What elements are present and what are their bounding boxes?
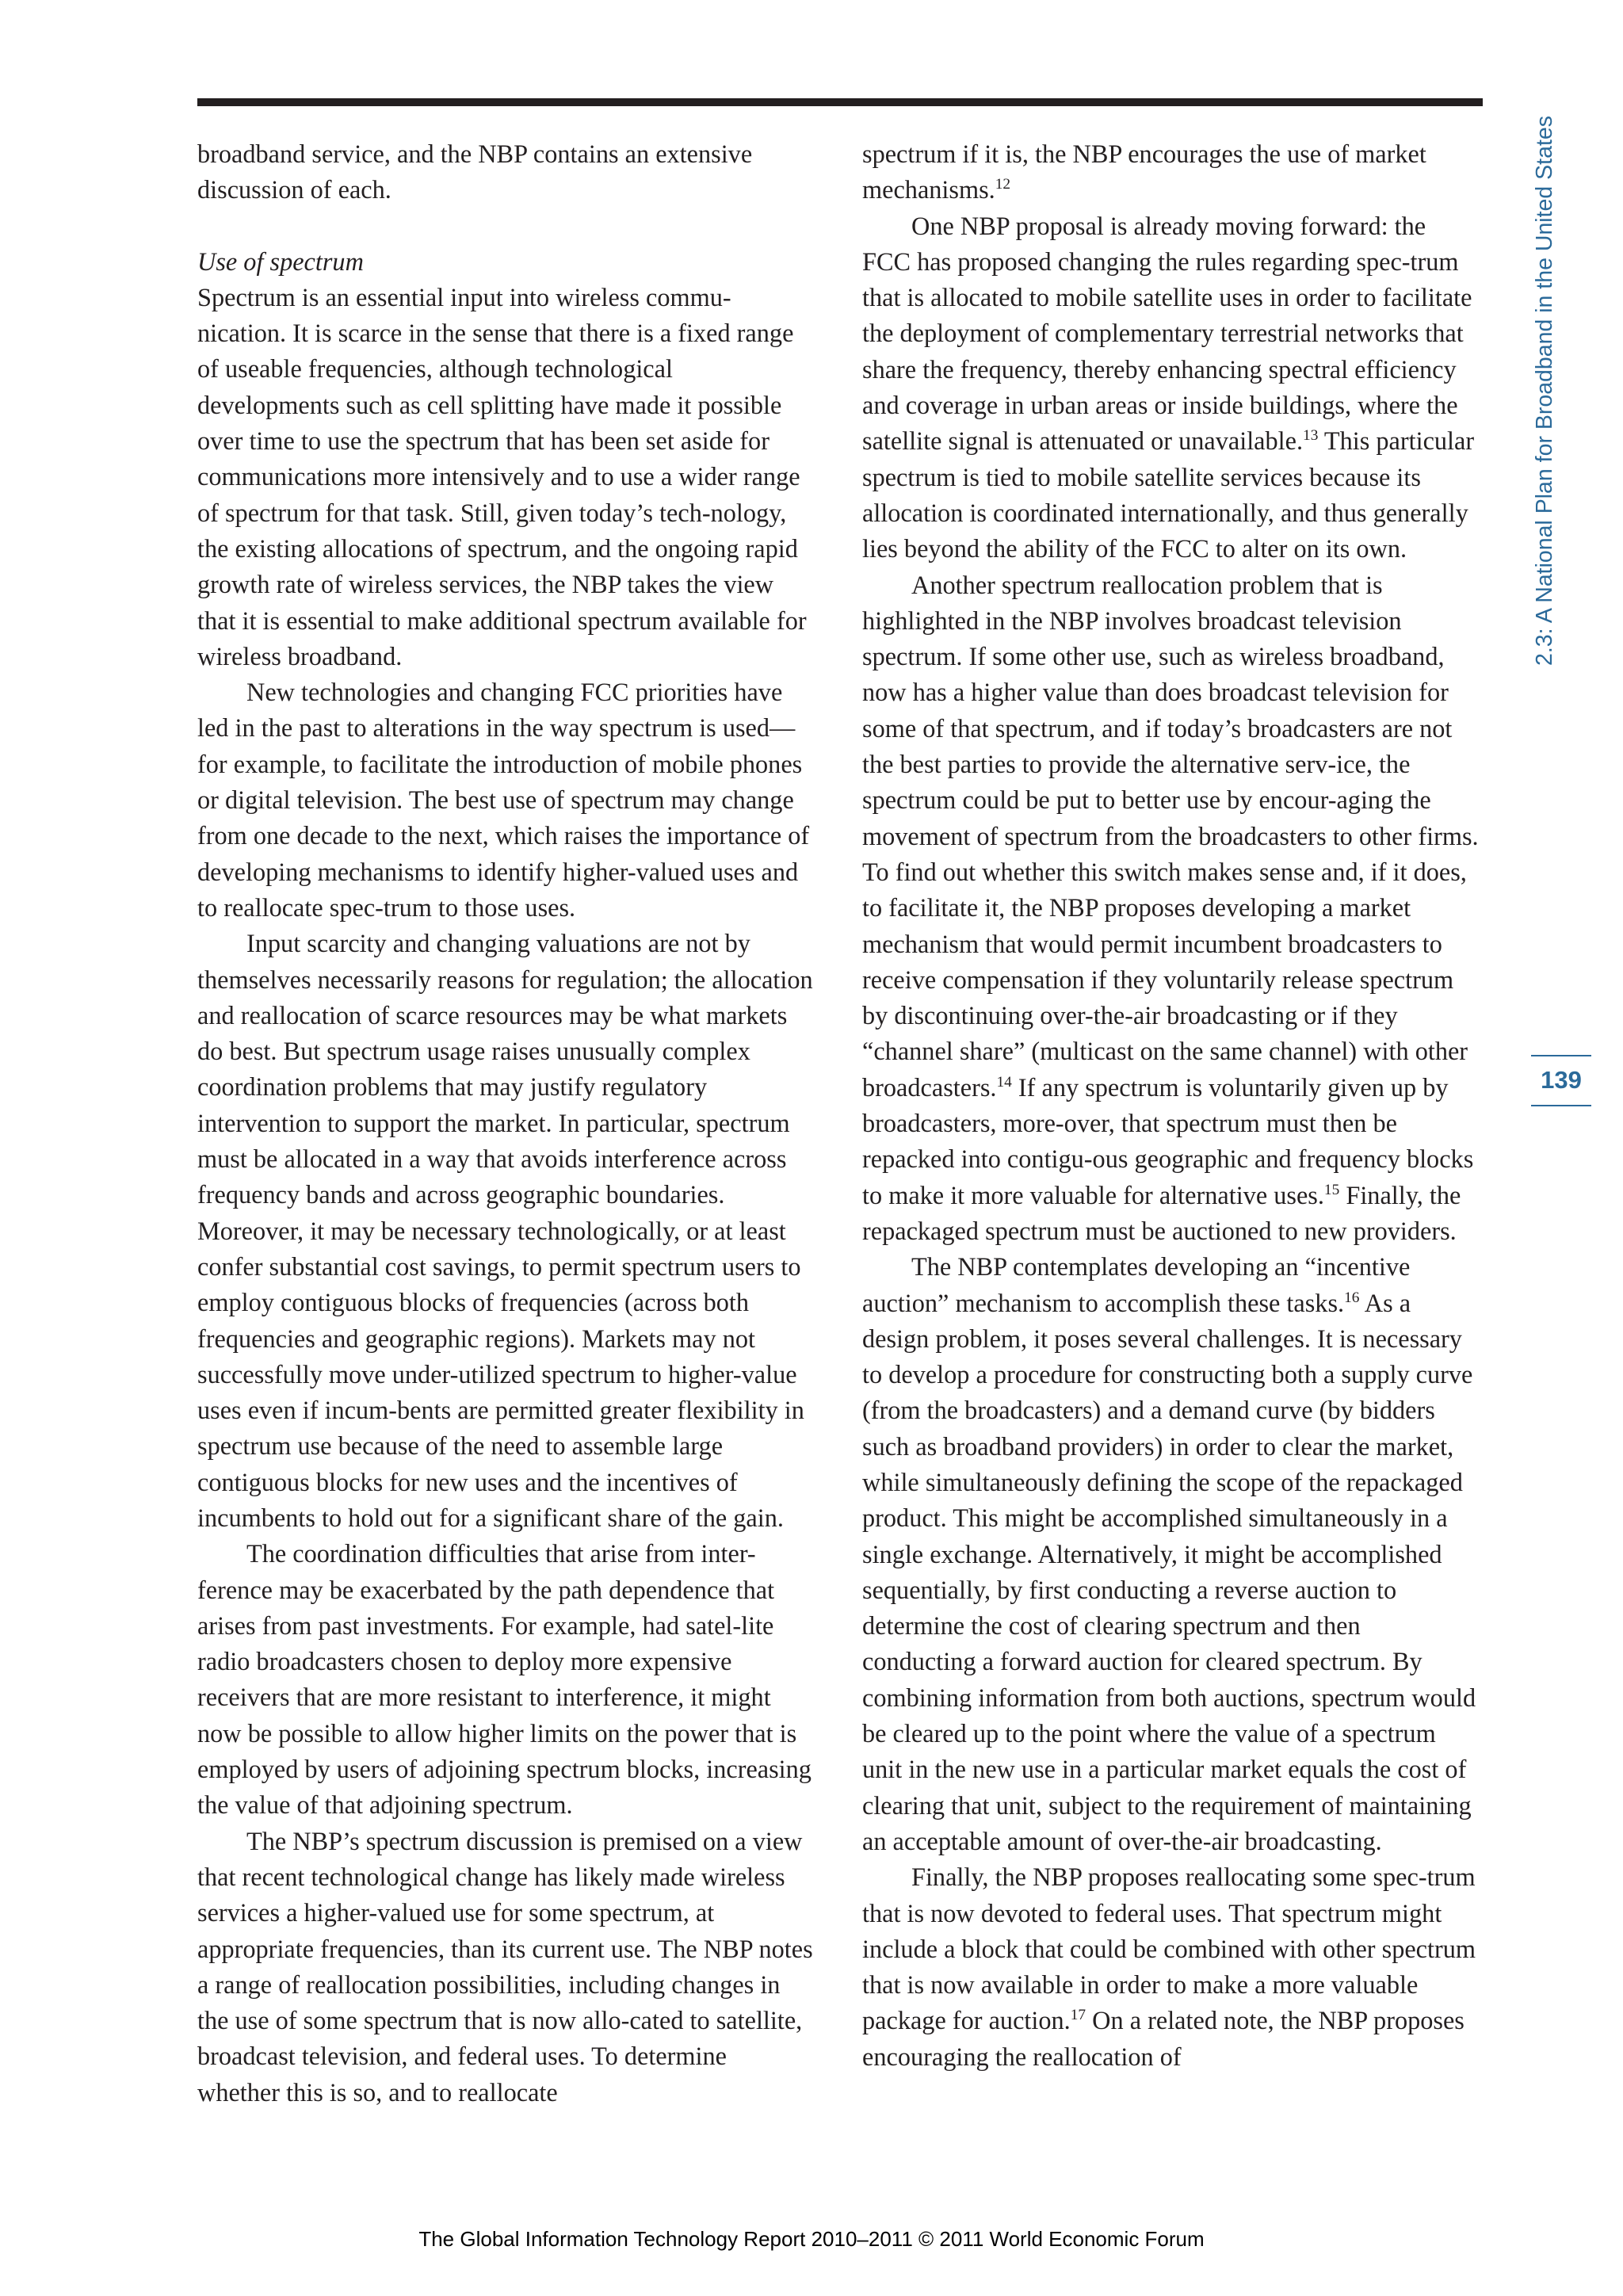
section-heading: Use of spectrum (197, 246, 364, 276)
text-run: Finally, the NBP proposes reallocating some spec-trum that is now devoted to federal uses. That spectrum might include a block that could be combined with other spectrum that is now available in order to make a more valuable package for auction. (862, 1862, 1476, 2035)
page-number-rule-bottom (1531, 1105, 1591, 1106)
text-run: This particular spectrum is tied to mobile satellite services because its allocation is coordinated internationally, and thus generally lies beyond the ability of the FCC to alter on its own. (862, 426, 1475, 563)
paragraph (862, 208, 1480, 567)
footnote-ref: 14 (996, 1073, 1012, 1091)
footer: The Global Information Technology Report 2010–2011 © 2011 World Economic Forum (418, 2227, 1205, 2251)
right-column (862, 136, 1480, 2075)
paragraph (862, 1249, 1480, 1859)
paragraph (862, 1859, 1480, 2075)
footnote-ref: 12 (995, 176, 1011, 193)
page-number-rule-top (1531, 1055, 1591, 1056)
text-run: The NBP contemplates developing an “incentive auction” mechanism to accomplish these tasks. (862, 1252, 1411, 1317)
footnote-ref: 16 (1344, 1289, 1360, 1306)
text-run: Another spectrum reallocation problem that is highlighted in the NBP involves broadcast television spectrum. If some other use, such as wireless broadband, now has a higher value than does broadcast television for some of that spectrum, and if today’s broadcasters are not the best parties to provide the alternative serv-ice, the spectrum could be put to better use by encour-aging the movement of spectrum from the broadcasters to other firms. To find out whether this switch makes sense and, if it does, to facilitate it, the NBP proposes developing a market mechanism that would permit incumbent broadcasters to receive compensation if they voluntarily release spectrum by discontinuing over-the-air broadcasting or if they “channel share” (multicast on the same channel) with other broadcasters. (862, 570, 1479, 1102)
paragraph: broadband service, and the NBP contains an extensive discussion of each. (197, 139, 753, 204)
text-run: Finally, the repackaged spectrum must be auctioned to new providers. (862, 1180, 1461, 1245)
text-run: One NBP proposal is already moving forward: the FCC has proposed changing the rules regarding spec-trum that is allocated to mobile satellite uses in order to facilitate the deployment of complementary terrestrial networks that share the frequency, thereby enhancing spectral efficiency and coverage in urban areas or inside buildings, where the satellite signal is attenuated or unavailable. (862, 211, 1472, 456)
footnote-ref: 13 (1303, 427, 1319, 445)
page-number: 139 (1541, 1066, 1582, 1094)
paragraph: The coordination difficulties that arise from inter-ference may be exacerbated by the path dependence that arises from past investments. For example, had satel-lite radio broadcasters chosen to deploy more expensive receivers that are more resistant to interference, it might now be possible to allow higher limits on the power that is employed by users of adjoining spectrum blocks, increasing the value of that adjoining spectrum. (197, 1539, 812, 1820)
paragraph: Spectrum is an essential input into wireless commu-nication. It is scarce in the sense that there is a fixed range of useable frequencies, although technological developments such as cell splitting have made it possible over time to use the spectrum that has been set aside for communications more intensively and to use a wider range of spectrum for that task. Still, given today’s tech-nology, the existing allocations of spectrum, and the ongoing rapid growth rate of wireless services, the NBP takes the view that it is essential to make additional spectrum available for wireless broadband. (197, 282, 807, 670)
paragraph: New technologies and changing FCC priorities have led in the past to alterations in the way spectrum is used—for example, to facilitate the introduction of mobile phones or digital television. The best use of spectrum may change from one decade to the next, which raises the importance of developing mechanisms to identify higher-valued uses and to reallocate spec-trum to those uses. (197, 678, 810, 922)
text-run: If any spectrum is voluntarily given up by broadcasters, more-over, that spectrum must then be repacked into contigu-ous geographic and frequency blocks to make it more valuable for alternative uses. (862, 1072, 1474, 1209)
left-column (197, 136, 815, 2111)
paragraph (862, 567, 1480, 1250)
running-title: 2.3: A National Plan for Broadband in the United States (1532, 116, 1557, 666)
paragraph: Input scarcity and changing valuations are not by themselves necessarily reasons for regulation; the allocation and reallocation of scarce resources may be what markets do best. But spectrum usage raises unusually complex coordination problems that may justify regulatory intervention to support the market. In particular, spectrum must be allocated in a way that avoids interference across frequency bands and across geographic boundaries. Moreover, it may be necessary technologically, or at least confer substantial cost savings, to permit spectrum users to employ contiguous blocks of frequencies (across both frequencies and geographic regions). Markets may not successfully move under-utilized spectrum to higher-value uses even if incum-bents are permitted greater flexibility in spectrum use because of the need to assemble large contiguous blocks for new uses and the incentives of incumbents to hold out for a significant share of the gain. (197, 929, 813, 1532)
footnote-ref: 15 (1323, 1181, 1340, 1198)
text-run: As a design problem, it poses several challenges. It is necessary to develop a procedure for constructing both a supply curve (from the broadcasters) and a demand curve (by bidders such as broadband providers) in order to clear the market, while simultaneously defining the scope of the repackaged product. This might be accomplished simultaneously in a single exchange. Alternatively, it might be accomplished sequentially, by first conducting a reverse auction to determine the cost of clearing spectrum and then conducting a forward auction for cleared spectrum. By combining information from both auctions, spectrum would be cleared up to the point where the value of a spectrum unit in the new use in a particular market equals the cost of clearing that unit, subject to the requirement of maintaining an acceptable amount of over-the-air broadcasting. (862, 1288, 1476, 1855)
footnote-ref: 17 (1070, 2007, 1086, 2024)
top-rule (197, 98, 1483, 106)
text-run: On a related note, the NBP proposes encouraging the reallocation of (862, 2006, 1465, 2071)
text-run: spectrum if it is, the NBP encourages the use of market mechanisms. (862, 139, 1426, 204)
paragraph: The NBP’s spectrum discussion is premised on a view that recent technological change has likely made wireless services a higher-valued use for some spectrum, at appropriate frequencies, than its current use. The NBP notes a range of reallocation possibilities, including changes in the use of some spectrum that is now allo-cated to satellite, broadcast television, and federal uses. To determine whether this is so, and to reallocate (197, 1826, 813, 2107)
paragraph (862, 136, 1480, 208)
